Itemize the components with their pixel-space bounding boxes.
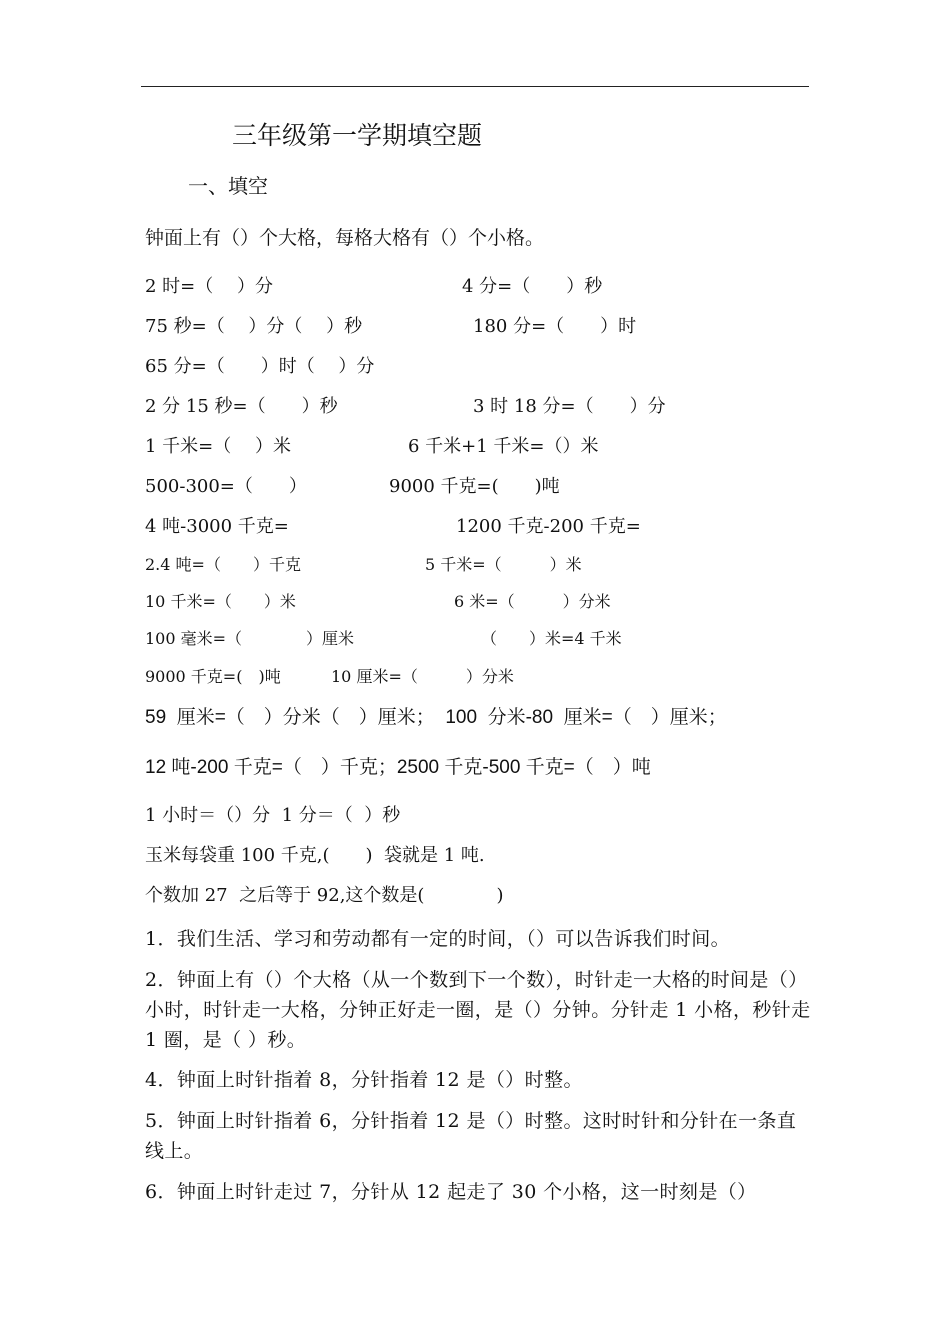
question-line: 12 吨-200 千克=（ ）千克；2500 千克-500 千克=（ ）吨	[145, 757, 651, 778]
question-line: 2 分 15 秒=（ ）秒	[145, 396, 338, 417]
question-line: 1200 千克-200 千克=	[456, 516, 641, 537]
question-line: 4 分=（ ）秒	[462, 276, 603, 297]
question-line: （ ）米=4 千米	[481, 629, 622, 648]
question-line: 10 千米=（ ）米	[145, 592, 296, 611]
page-title: 三年级第一学期填空题	[232, 121, 483, 150]
question-line: 玉米每袋重 100 千克,( ) 袋就是 1 吨.	[145, 845, 485, 866]
question-line: 6 米=（ ）分米	[454, 592, 611, 611]
question-line: 3 时 18 分=（ ）分	[473, 396, 666, 417]
question-line: 6 千米+1 千米=（）米	[408, 436, 599, 457]
question-line: 2 时=（ ）分	[145, 276, 273, 297]
question-line: 9000 千克=( )吨	[389, 476, 560, 497]
question-line: 500-300=（ ）	[145, 476, 307, 497]
question-line: 2.4 吨=（ ）千克	[145, 555, 301, 574]
question-line: 180 分=（ ）时	[473, 316, 637, 337]
numbered-question: 2．钟面上有（）个大格（从一个数到下一个数），时针走一大格的时间是（）小时，时针走一大格，分钟正好走一圈，是（）分钟。分针走 1 小格，秒针走 1 圈，是（ ）秒。	[145, 969, 811, 1051]
question-line: 4 吨-3000 千克=	[145, 516, 289, 537]
question-line: 75 秒=（ ）分（ ）秒	[145, 316, 363, 337]
question-line: 100 毫米=（ ）厘米	[145, 629, 355, 648]
question-line: 5 千米=（ ）米	[425, 555, 582, 574]
question-line: 9000 千克=( )吨	[145, 667, 281, 686]
question-clock-grids: 钟面上有（）个大格，每格大格有（）个小格。	[145, 227, 545, 249]
header-rule	[141, 86, 809, 87]
section-heading: 一、填空	[188, 174, 268, 198]
numbered-question: 4．钟面上时针指着 8，分针指着 12 是（）时整。	[145, 1069, 583, 1091]
question-line: 65 分=（ ）时（ ）分	[145, 356, 375, 377]
numbered-question: 6．钟面上时针走过 7，分针从 12 起走了 30 个小格，这一时刻是（）	[145, 1181, 757, 1203]
question-line: 59 厘米=（ ）分米（ ）厘米； 100 分米-80 厘米=（ ）厘米；	[145, 707, 727, 728]
numbered-question: 5．钟面上时针指着 6，分针指着 12 是（）时整。这时时针和分针在一条直线上。	[145, 1110, 797, 1162]
question-line: 1 小时＝（）分 1 分＝（ ）秒	[145, 805, 401, 826]
question-line: 个数加 27 之后等于 92,这个数是( )	[145, 885, 504, 906]
question-line: 1 千米=（ ）米	[145, 436, 291, 457]
question-line: 10 厘米=（ ）分米	[331, 667, 514, 686]
numbered-question: 1．我们生活、学习和劳动都有一定的时间，（）可以告诉我们时间。	[145, 928, 730, 950]
